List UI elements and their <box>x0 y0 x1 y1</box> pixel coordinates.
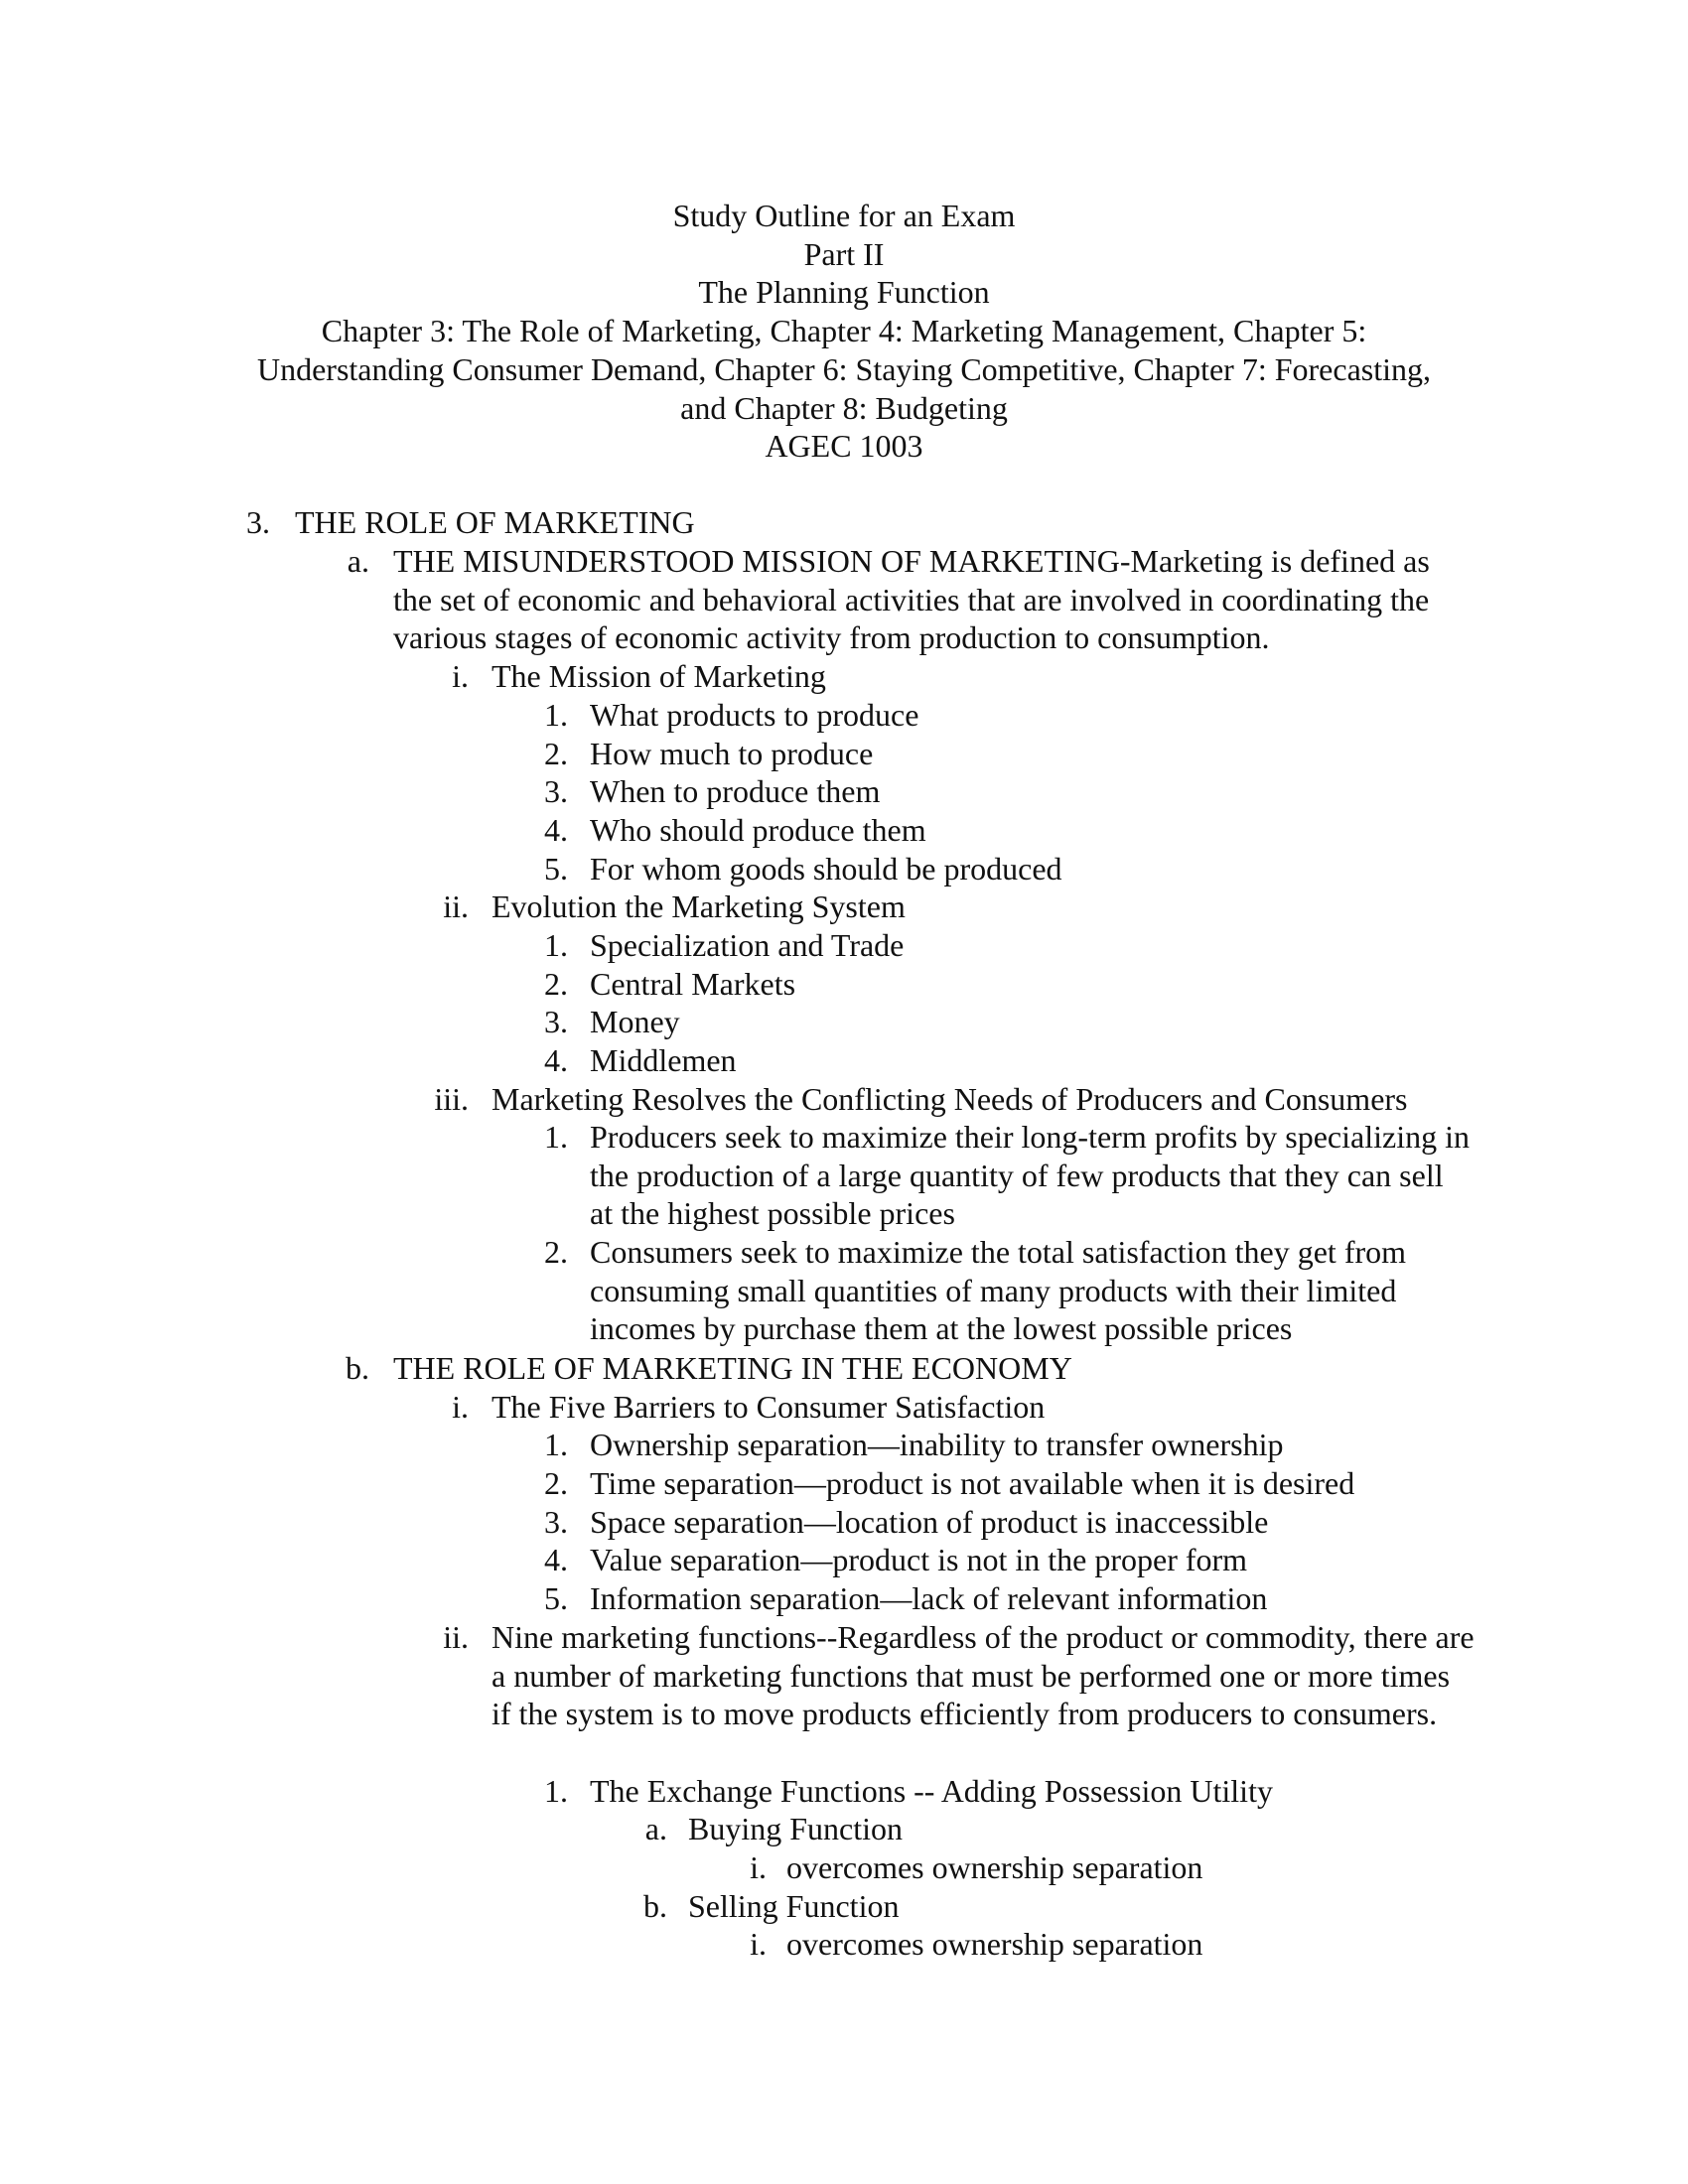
outline-a-iii-text: Marketing Resolves the Conflicting Needs of Producers and Consumers <box>492 1081 1408 1117</box>
outline-b-i-marker: i. <box>452 1389 469 1425</box>
header-chapters-line-1: Chapter 3: The Role of Marketing, Chapter 4: Marketing Management, Chapter 5: <box>321 313 1367 349</box>
list-item: The Exchange Functions -- Adding Possession Utility <box>590 1773 1273 1809</box>
list-item-marker: 1. <box>544 1773 568 1809</box>
list-item: For whom goods should be produced <box>590 851 1062 887</box>
outline-a-text: THE MISUNDERSTOOD MISSION OF MARKETING-Marketing is defined as the set of economic and behavioral activities that are involved in coordinating the various stages of economic activity from production to consumption. <box>393 543 1430 656</box>
outline-a-ii-text: Evolution the Marketing System <box>492 888 906 924</box>
list-item: Producers seek to maximize their long-term profits by specializing in the production of a large quantity of few products that they can sell at the highest possible prices <box>590 1119 1470 1232</box>
list-item-marker: 4. <box>544 1542 568 1577</box>
list-item-marker: 2. <box>544 966 568 1002</box>
list-item: Specialization and Trade <box>590 927 905 963</box>
header-function: The Planning Function <box>698 274 990 311</box>
list-item-marker: 4. <box>544 812 568 848</box>
outline-a-marker: a. <box>347 543 369 579</box>
sub-item: Selling Function <box>688 1888 900 1924</box>
list-item-marker: 2. <box>544 1465 568 1501</box>
sub-item-marker: a. <box>644 1811 667 1846</box>
outline-a-i-text: The Mission of Marketing <box>492 658 826 694</box>
list-item: Who should produce them <box>590 812 926 848</box>
list-item-marker: 3. <box>544 1004 568 1039</box>
list-item: When to produce them <box>590 773 881 809</box>
header-chapters-line-2: Understanding Consumer Demand, Chapter 6: Staying Competitive, Chapter 7: Forecasting, <box>256 350 1431 387</box>
list-item-marker: 2. <box>544 736 568 771</box>
outline-b-ii-text: Nine marketing functions--Regardless of the product or commodity, there are a number of marketing functions that must be performed one or more times if the system is to move products efficiently from producers to consumers. <box>492 1619 1475 1732</box>
outline-b-marker: b. <box>346 1350 369 1386</box>
outline-a-iii-marker: iii. <box>434 1081 469 1117</box>
list-item-marker: 5. <box>544 851 568 887</box>
list-item: Time separation—product is not available when it is desired <box>590 1465 1355 1501</box>
sub-item-marker: b. <box>643 1888 667 1924</box>
list-item: Consumers seek to maximize the total satisfaction they get from consuming small quantities of many products with their limited incomes by purchase them at the lowest possible prices <box>590 1234 1407 1347</box>
outline-a-i-marker: i. <box>452 658 469 694</box>
outline-b-text: THE ROLE OF MARKETING IN THE ECONOMY <box>393 1350 1072 1386</box>
list-item-marker: 1. <box>544 1119 568 1155</box>
header-title: Study Outline for an Exam <box>672 198 1016 233</box>
detail-item-marker: i. <box>750 1926 767 1962</box>
list-item: Information separation—lack of relevant information <box>590 1580 1268 1616</box>
list-item-marker: 1. <box>544 697 568 733</box>
list-item-marker: 3. <box>544 773 568 809</box>
outline-a-ii-marker: ii. <box>443 888 469 924</box>
list-item: Money <box>590 1004 680 1039</box>
list-item: Space separation—location of product is inaccessible <box>590 1504 1269 1540</box>
list-item-marker: 5. <box>544 1580 568 1616</box>
list-item: How much to produce <box>590 736 874 771</box>
outline-b-ii-marker: ii. <box>443 1619 469 1655</box>
detail-item: overcomes ownership separation <box>786 1849 1203 1885</box>
list-item: Central Markets <box>590 966 796 1002</box>
section-heading: THE ROLE OF MARKETING <box>295 504 695 540</box>
list-item: What products to produce <box>590 697 919 733</box>
list-item-marker: 4. <box>544 1042 568 1078</box>
list-item: Middlemen <box>590 1042 737 1078</box>
detail-item-marker: i. <box>750 1849 767 1885</box>
list-item-marker: 1. <box>544 927 568 963</box>
header-chapters-line-3: and Chapter 8: Budgeting <box>680 389 1008 426</box>
document-header <box>0 197 1688 466</box>
section-number: 3. <box>246 504 270 540</box>
list-item: Value separation—product is not in the proper form <box>590 1542 1248 1577</box>
outline-b-i-text: The Five Barriers to Consumer Satisfaction <box>492 1389 1046 1425</box>
header-course-code: AGEC 1003 <box>765 428 923 465</box>
detail-item: overcomes ownership separation <box>786 1926 1203 1962</box>
list-item-marker: 1. <box>544 1427 568 1462</box>
list-item-marker: 3. <box>544 1504 568 1540</box>
list-item: Ownership separation—inability to transfer ownership <box>590 1427 1284 1462</box>
header-part: Part II <box>803 235 885 272</box>
list-item-marker: 2. <box>544 1234 568 1270</box>
sub-item: Buying Function <box>688 1811 904 1846</box>
